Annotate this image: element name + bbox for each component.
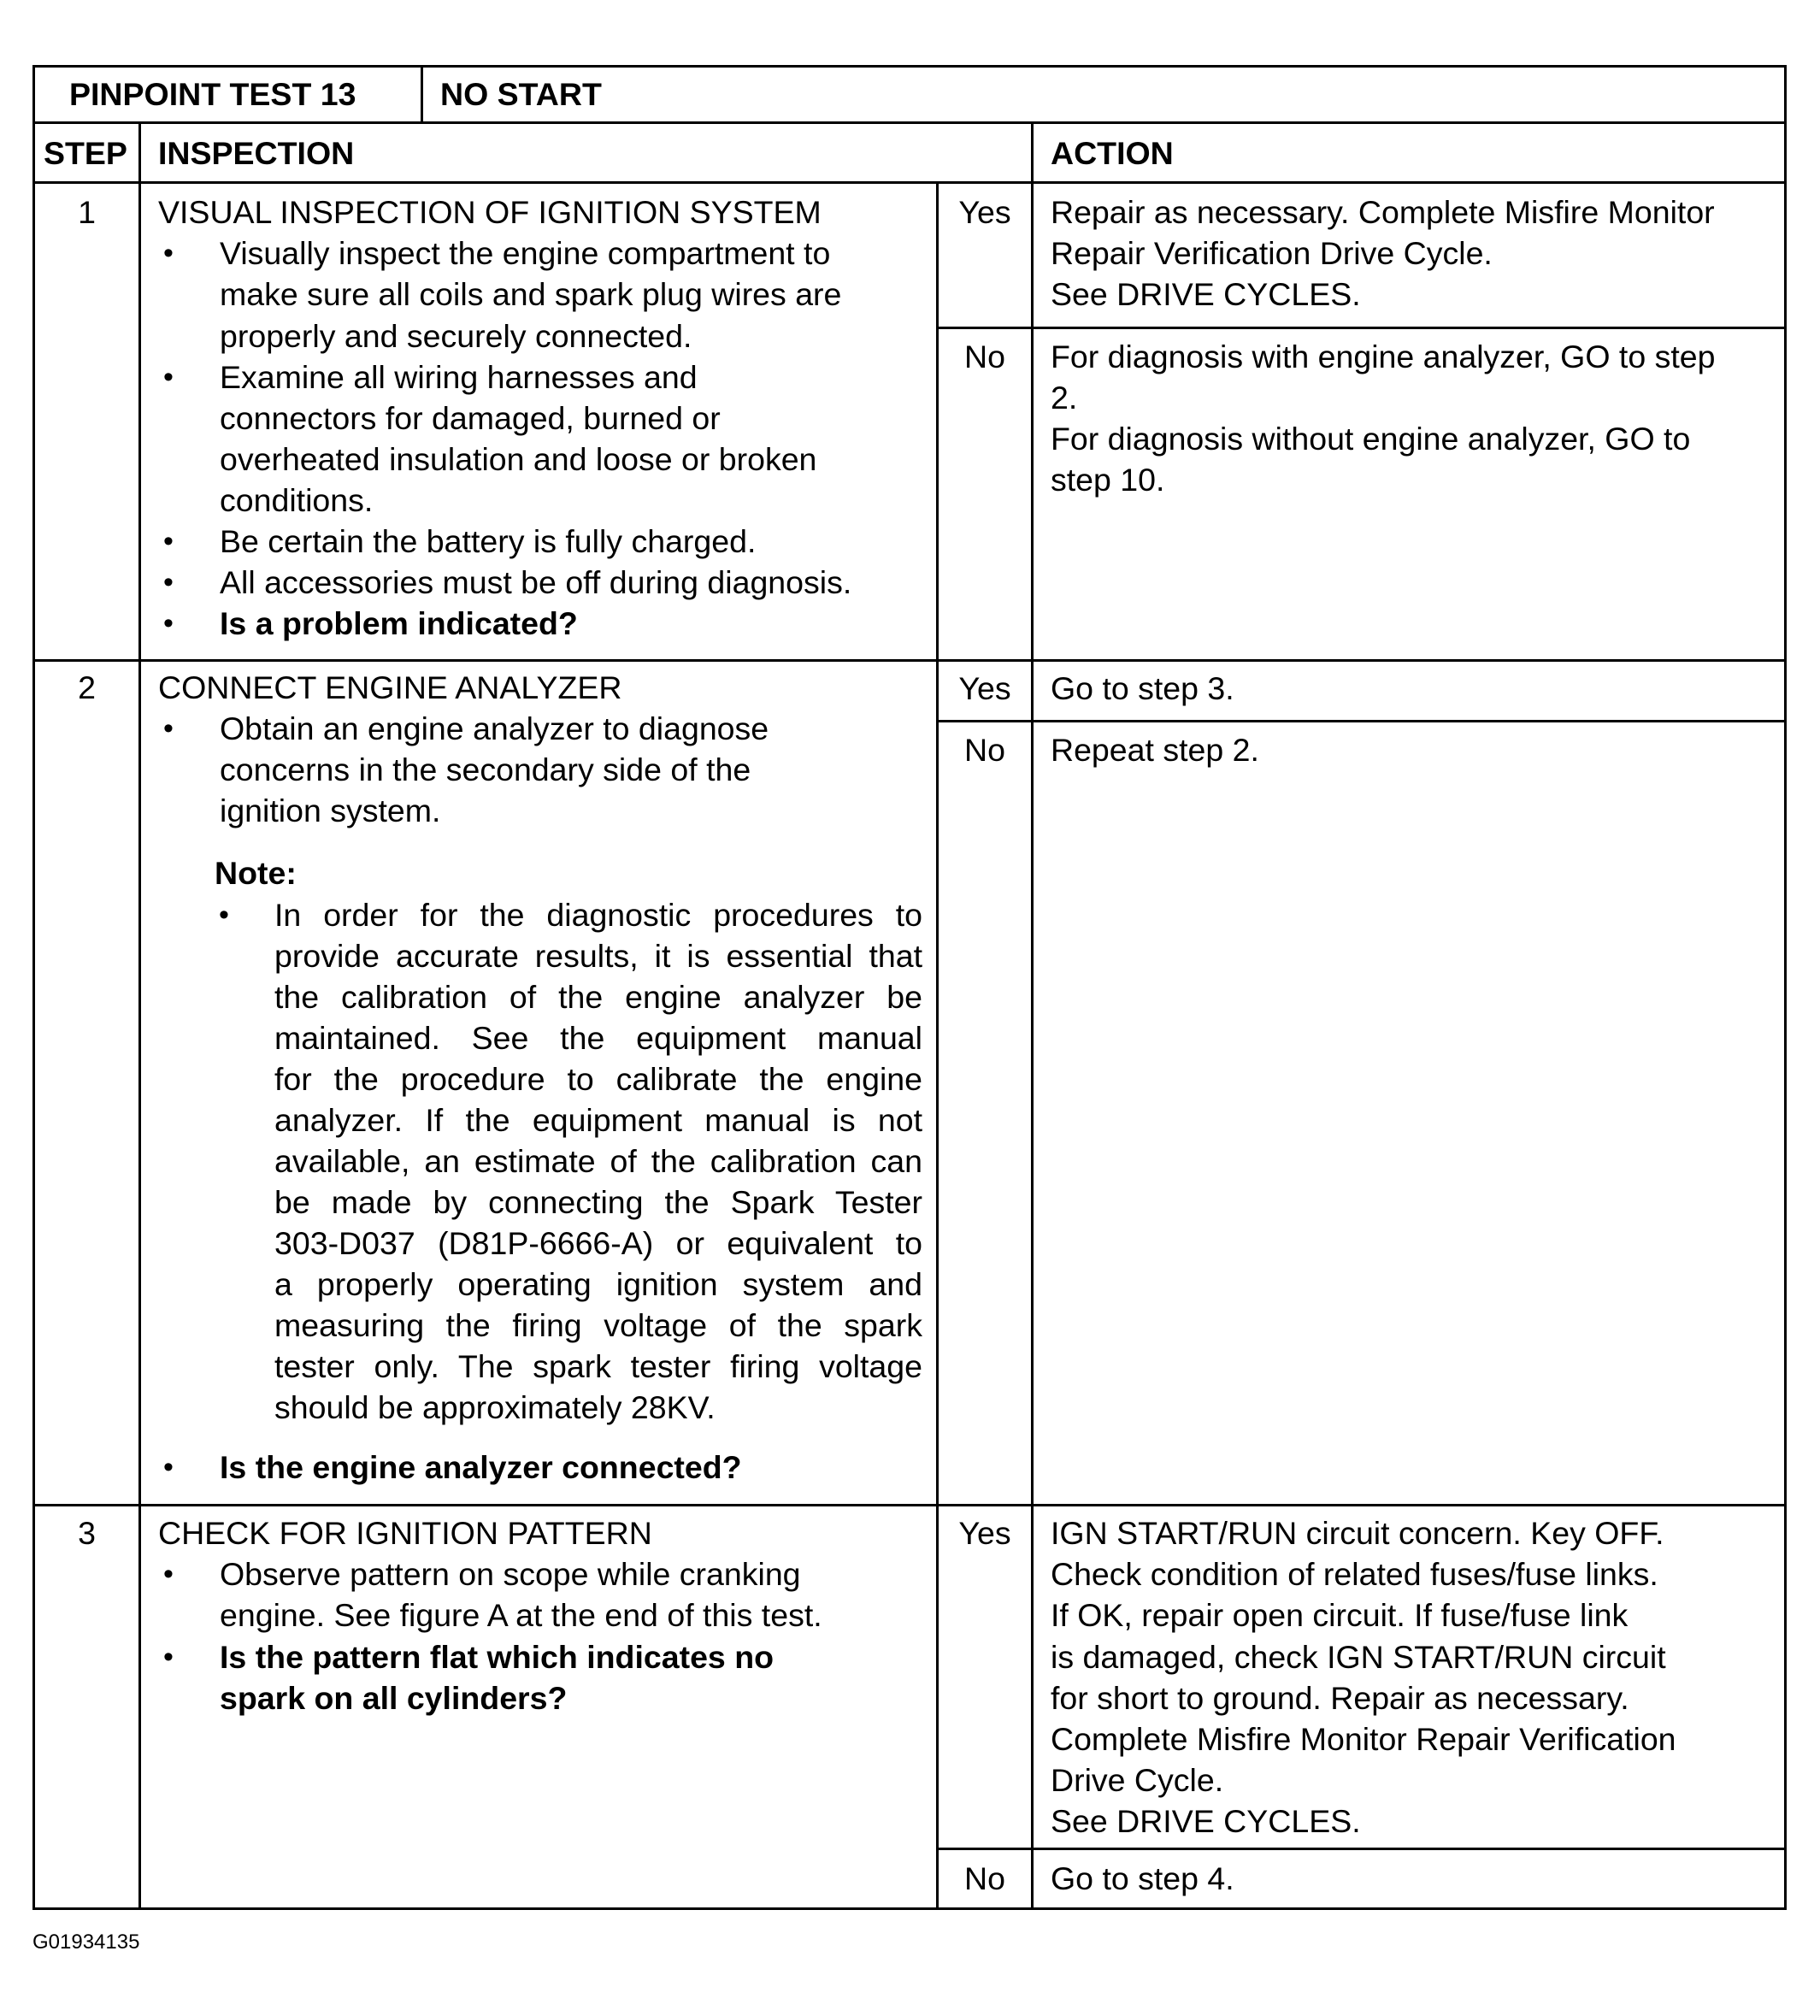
yes-label: Yes — [958, 670, 1011, 706]
rule-row1-yes-no — [936, 327, 1784, 329]
rule-below-row1 — [35, 659, 1784, 662]
note-line: In order for the diagnostic procedures to — [274, 897, 922, 933]
bullet-text: Observe pattern on scope while cranking — [220, 1556, 801, 1592]
note-line: maintained. See the equipment manual — [274, 1020, 922, 1056]
bullet-icon: • — [163, 525, 174, 557]
step-title: CHECK FOR IGNITION PATTERN — [158, 1515, 652, 1551]
no-label: No — [964, 1860, 1005, 1896]
rule-row2-yes-no — [936, 720, 1784, 722]
no-action-text: Repeat step 2. — [1051, 732, 1259, 768]
yes-action-text: Repair as necessary. Complete Misfire Monitor — [1051, 194, 1715, 230]
note-line: measuring the firing voltage of the spark — [274, 1307, 922, 1343]
note-line: provide accurate results, it is essential that — [274, 938, 922, 974]
rule-below-row2 — [35, 1504, 1784, 1506]
inspection-question: Is a problem indicated? — [220, 605, 578, 641]
note-line: for the procedure to calibrate the engine — [274, 1061, 922, 1097]
bullet-icon: • — [163, 607, 174, 640]
note-line: the calibration of the engine analyzer be — [274, 979, 922, 1015]
bullet-icon: • — [163, 712, 174, 745]
note-line: analyzer. If the equipment manual is not — [274, 1102, 922, 1138]
no-action-text: step 10. — [1051, 462, 1165, 498]
yes-action-text: If OK, repair open circuit. If fuse/fuse link — [1051, 1597, 1629, 1633]
bullet-text: overheated insulation and loose or broken — [220, 441, 817, 477]
column-header-inspection: INSPECTION — [158, 135, 355, 171]
yes-action-text: Check condition of related fuses/fuse links. — [1051, 1556, 1658, 1592]
bullet-text: ignition system. — [220, 793, 441, 828]
no-action-text: 2. — [1051, 380, 1078, 416]
rule-inspection-action — [1031, 121, 1034, 1907]
bullet-text: connectors for damaged, burned or — [220, 400, 721, 436]
inspection-question: spark on all cylinders? — [220, 1680, 568, 1716]
note-line: 303-D037 (D81P-6666-A) or equivalent to — [274, 1225, 922, 1261]
note-text — [274, 894, 922, 1428]
step-number: 2 — [78, 669, 96, 705]
yes-action-text: Repair Verification Drive Cycle. — [1051, 235, 1493, 271]
inspection-question: Is the engine analyzer connected? — [220, 1449, 742, 1485]
bullet-icon: • — [163, 237, 174, 269]
bullet-text: properly and securely connected. — [220, 318, 692, 354]
test-number-label: PINPOINT TEST 13 — [69, 76, 356, 112]
rule-row3-yes-no — [936, 1848, 1784, 1850]
step-title: CONNECT ENGINE ANALYZER — [158, 669, 622, 705]
note-line: tester only. The spark tester firing voltage — [274, 1348, 922, 1384]
note-line: available, an estimate of the calibration can — [274, 1143, 922, 1179]
bullet-text: Be certain the battery is fully charged. — [220, 523, 757, 559]
bullet-text: engine. See figure A at the end of this test. — [220, 1597, 822, 1633]
inspection-question: Is the pattern flat which indicates no — [220, 1639, 775, 1675]
yes-action-text: See DRIVE CYCLES. — [1051, 1803, 1361, 1839]
bullet-icon: • — [163, 361, 174, 393]
yes-label: Yes — [958, 1515, 1011, 1551]
yes-label: Yes — [958, 194, 1011, 230]
step-number: 1 — [78, 194, 96, 230]
column-header-step: STEP — [44, 135, 127, 171]
pinpoint-test-table — [32, 65, 1787, 1910]
step-title: VISUAL INSPECTION OF IGNITION SYSTEM — [158, 194, 822, 230]
rule-step-column — [138, 121, 141, 1907]
note-line: be made by connecting the Spark Tester — [274, 1184, 922, 1220]
no-action-text: Go to step 4. — [1051, 1860, 1234, 1896]
bullet-text: make sure all coils and spark plug wires are — [220, 276, 842, 312]
no-action-text: For diagnosis without engine analyzer, GO to — [1051, 421, 1691, 457]
bullet-icon: • — [163, 1451, 174, 1483]
note-line: should be approximately 28KV. — [274, 1389, 716, 1425]
note-label: Note: — [215, 855, 297, 891]
bullet-text: Obtain an engine analyzer to diagnose — [220, 710, 769, 746]
test-name-label: NO START — [440, 76, 602, 112]
rule-below-title — [35, 121, 1784, 124]
column-header-action: ACTION — [1051, 135, 1174, 171]
rule-below-column-header — [35, 181, 1784, 184]
bullet-icon: • — [163, 566, 174, 598]
no-action-text: For diagnosis with engine analyzer, GO to step — [1051, 339, 1716, 374]
yes-action-text: Go to step 3. — [1051, 670, 1234, 706]
yes-action-text: for short to ground. Repair as necessary. — [1051, 1680, 1629, 1716]
yes-action-text: See DRIVE CYCLES. — [1051, 276, 1361, 312]
yes-action-text: Drive Cycle. — [1051, 1762, 1224, 1798]
rule-inspection-yesno — [936, 181, 939, 1907]
figure-code: G01934135 — [32, 1931, 140, 1954]
yes-action-text: Complete Misfire Monitor Repair Verification — [1051, 1721, 1676, 1757]
yes-action-text: IGN START/RUN circuit concern. Key OFF. — [1051, 1515, 1664, 1551]
no-label: No — [964, 339, 1005, 374]
bullet-icon: • — [219, 899, 229, 931]
bullet-icon: • — [163, 1558, 174, 1590]
rule-title-divider — [421, 68, 423, 121]
bullet-text: Visually inspect the engine compartment to — [220, 235, 831, 271]
bullet-text: Examine all wiring harnesses and — [220, 359, 698, 395]
yes-action-text: is damaged, check IGN START/RUN circuit — [1051, 1639, 1666, 1675]
bullet-text: All accessories must be off during diagnosis. — [220, 564, 852, 600]
no-label: No — [964, 732, 1005, 768]
note-line: a properly operating ignition system and — [274, 1266, 922, 1302]
bullet-icon: • — [163, 1641, 174, 1673]
bullet-text: conditions. — [220, 482, 374, 518]
bullet-text: concerns in the secondary side of the — [220, 752, 751, 787]
step-number: 3 — [78, 1515, 96, 1551]
